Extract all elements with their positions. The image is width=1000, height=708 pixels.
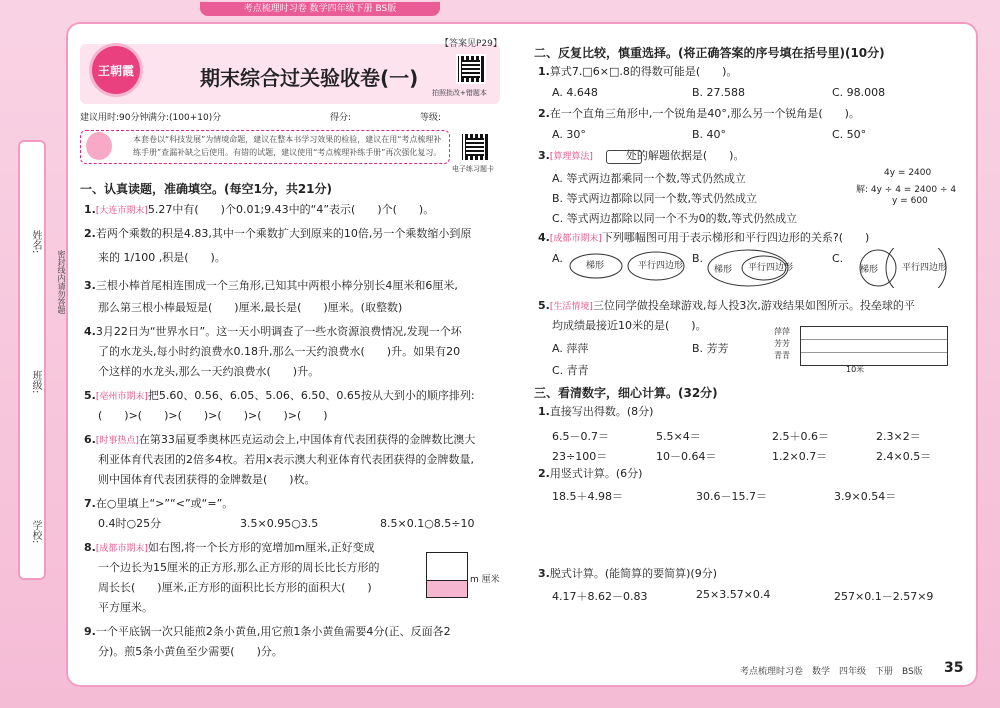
throw-name: 萍萍 (774, 327, 790, 336)
option[interactable]: A. (552, 252, 563, 265)
qtext: 5.27中有( )个0.01;9.43中的“4”表示( )个( )。 (147, 203, 435, 216)
calc-item: 4.17＋8.62－0.83 (552, 590, 648, 603)
qtext: 3月22日为“世界水日”。这一天小明调查了一些水资源浪费情况,发现一个坏 (95, 325, 462, 338)
throw-name: 青青 (774, 351, 790, 360)
qtext: 把5.60、0.56、6.05、5.06、6.50、0.65按从大到小的顺序排列: (147, 389, 475, 402)
question-1-2 (84, 224, 471, 244)
question-2-5 (538, 296, 915, 317)
venn-label: 梯形 (860, 265, 879, 275)
class-label: 班级: (30, 370, 41, 394)
question-3-3 (538, 564, 717, 584)
question-2-4 (538, 228, 869, 249)
qnum: 1. (538, 405, 550, 418)
compare-b: 3.5×0.95○3.5 (240, 517, 319, 530)
qr2-caption: 电子练习题卡 (452, 165, 494, 173)
calc-item: 23÷100＝ (552, 450, 608, 463)
question-1-9-line2: 分)。煎5条小黄鱼至少需要( )分。 (98, 645, 283, 658)
calc-item: 1.2×0.7＝ (772, 450, 828, 463)
footer-text: 考点梳理时习卷 数学 四年级 下册 BS版 (740, 667, 923, 677)
rectangle-figure (426, 552, 468, 598)
qtext: 下列哪幅图可用于表示梯形和平行四边形的关系?( ) (601, 231, 870, 244)
calc-item: 25×3.57×0.4 (696, 588, 771, 601)
top-banner: 考点梳理时习卷 数学四年级下册 BS版 (200, 2, 440, 16)
qtag: [大连市期末] (95, 206, 148, 216)
calc-item: 5.5×4＝ (656, 430, 701, 443)
option[interactable]: B. 40° (692, 128, 727, 141)
venn-label: 平行四边形 (902, 263, 948, 273)
option[interactable]: C. (832, 252, 844, 265)
question-1-1 (84, 200, 434, 221)
calc-item: 2.3×2＝ (876, 430, 921, 443)
qtag: [成都市期末] (95, 544, 148, 554)
qnum: 2. (538, 107, 550, 120)
qnum: 8. (84, 541, 96, 554)
option[interactable]: B. 27.588 (692, 86, 746, 99)
qtext: 在○里填上“>”“<”或“=”。 (95, 497, 234, 510)
question-1-6 (84, 430, 475, 451)
option[interactable]: B. 芳芳 (692, 342, 729, 355)
qnum: 3. (538, 567, 550, 580)
throw-chart (800, 326, 948, 366)
venn-label: 梯形 (586, 261, 605, 271)
qtag: [亳州市期末] (95, 392, 148, 402)
mascot-icon (86, 132, 112, 160)
level-field: 等级: (420, 113, 442, 123)
qnum: 4. (538, 231, 550, 244)
qtag: [算理算法] (549, 152, 593, 162)
qnum: 2. (84, 227, 96, 240)
option[interactable]: C. 等式两边都除以同一个不为0的数,等式仍然成立 (552, 212, 798, 225)
school-label: 学校: (30, 520, 41, 544)
qtext: 算式7.□6×□.8的得数可能是( )。 (549, 65, 738, 78)
qtext: 一个平底锅一次只能煎2条小黄鱼,用它煎1条小黄鱼需要4分(正、反面各2 (95, 625, 451, 638)
answer-reference: 【答案见P29】 (440, 39, 502, 49)
qtext: 处的解题依据是( )。 (592, 149, 745, 162)
qtext: 如右图,将一个长方形的宽增加m厘米,正好变成 (147, 541, 375, 554)
qnum: 3. (538, 149, 550, 162)
throw-name: 芳芳 (774, 339, 790, 348)
page-number: 35 (944, 660, 964, 676)
option[interactable]: B. 等式两边都除以同一个数,等式仍然成立 (552, 192, 758, 205)
question-1-3-line2: 那么第三根小棒最短是( )厘米,最长是( )厘米。(取整数) (98, 301, 403, 314)
question-1-5-line2: ( )>( )>( )>( )>( )>( ) (98, 409, 328, 422)
venn-label: 梯形 (714, 265, 733, 275)
calc-item: 3.9×0.54＝ (834, 490, 897, 503)
score-field: 得分: (330, 113, 352, 123)
qnum: 5. (538, 299, 550, 312)
question-1-8-line3: 周长长( )厘米,正方形的面积比长方形的面积大( ) (98, 581, 372, 594)
section-2-title: 二、反复比较，慎重选择。(将正确答案的序号填在括号里)(10分) (534, 46, 885, 60)
page-title: 期末综合过关验收卷(一) (200, 66, 419, 90)
calc-item: 2.5＋0.6＝ (772, 430, 829, 443)
qnum: 9. (84, 625, 96, 638)
work-line-1: 4y = 2400 (884, 168, 932, 178)
calc-item: 18.5＋4.98＝ (552, 490, 623, 503)
question-1-6-line3: 则中国体育代表团获得的金牌数是( )枚。 (98, 473, 316, 486)
qtext: 在第33届夏季奥林匹克运动会上,中国体育代表团获得的金牌数比澳大 (138, 433, 476, 446)
qtext: 若两个乘数的积是4.83,其中一个乘数扩大到原来的10倍,另一个乘数缩小到原 (95, 227, 472, 240)
section-1-title: 一、认真读题，准确填空。(每空1分，共21分) (80, 182, 333, 196)
question-1-5 (84, 386, 475, 407)
option[interactable]: C. 98.008 (832, 86, 886, 99)
qtext: 在一个直角三角形中,一个锐角是40°,那么另一个锐角是( )。 (549, 107, 860, 120)
qtext: 脱式计算。(能简算的要简算)(9分) (549, 567, 718, 580)
qnum: 3. (84, 279, 96, 292)
qtag: [时事热点] (95, 436, 139, 446)
section-3-title: 三、看清数字，细心计算。(32分) (534, 386, 718, 400)
notice-box: 本套卷以“科技发展”为情境命题，建议在整本书学习效果的检验，建议在用“考点梳理补练手册”查漏补缺之后使用。有错的试题，建议使用“考点梳理补练手册”再次强化复习。 (80, 130, 450, 164)
name-label: 姓名: (30, 230, 41, 254)
qnum: 4. (84, 325, 96, 338)
qr-code-icon[interactable] (456, 54, 486, 84)
qnum: 5. (84, 389, 96, 402)
qtag: [成都市期末] (549, 234, 602, 244)
qnum: 1. (538, 65, 550, 78)
student-info-strip (18, 140, 46, 580)
option[interactable]: C. 50° (832, 128, 867, 141)
question-3-2 (538, 464, 642, 484)
qtag: [生活情境] (549, 302, 593, 312)
qnum: 1. (84, 203, 96, 216)
option[interactable]: A. 4.648 (552, 86, 598, 99)
throw-unit: 10米 (846, 365, 865, 374)
question-1-6-line2: 利亚体育代表团的2倍多4枚。若用x表示澳大利亚体育代表团获得的金牌数量, (98, 453, 475, 466)
question-2-2 (538, 104, 860, 124)
qnum: 2. (538, 467, 550, 480)
question-2-1 (538, 62, 737, 82)
option[interactable]: C. 青青 (552, 364, 589, 377)
calc-item: 6.5－0.7＝ (552, 430, 609, 443)
option[interactable]: B. (692, 252, 704, 265)
calc-item: 30.6－15.7＝ (696, 490, 767, 503)
time-info: 建议用时:90分钟 (80, 113, 149, 123)
qr-caption: 拍照批改+错题本 (432, 89, 487, 97)
compare-c: 8.5×0.1○8.5÷10 (380, 517, 475, 530)
qtext: 用竖式计算。(6分) (549, 467, 643, 480)
question-1-4 (84, 322, 462, 342)
figure-label: m 厘米 (470, 575, 500, 585)
calc-item: 10－0.64＝ (656, 450, 717, 463)
work-line-3: y = 600 (892, 196, 928, 206)
venn-label: 平行四边形 (748, 263, 794, 273)
qtext: 直接写出得数。(8分) (549, 405, 654, 418)
highlight-box (606, 150, 642, 164)
qr-code-2-icon[interactable] (460, 132, 490, 162)
score-info: 满分:(100+10)分 (148, 113, 222, 123)
shaded-region (427, 580, 467, 597)
option[interactable]: A. 等式两边都乘同一个数,等式仍然成立 (552, 172, 746, 185)
question-3-1 (538, 402, 653, 422)
question-1-8-line2: 一个边长为15厘米的正方形,那么正方形的周长比长方形的 (98, 561, 380, 574)
question-1-7 (84, 494, 233, 514)
calc-item: 2.4×0.5＝ (876, 450, 932, 463)
question-2-5-line2: 均成绩最接近10米的是( )。 (552, 319, 707, 332)
brand-logo: 王朝霞 (92, 46, 140, 94)
work-line-2: 解: 4y ÷ 4 = 2400 ÷ 4 (856, 185, 957, 195)
option[interactable]: A. 萍萍 (552, 342, 589, 355)
option[interactable]: A. 30° (552, 128, 586, 141)
question-1-4-line2: 了的水龙头,每小时约浪费水0.18升,那么一天约浪费水( )升。如果有20 (98, 345, 461, 358)
seal-line-note: 密封线内请勿答题 (57, 250, 66, 314)
qnum: 7. (84, 497, 96, 510)
qtext: 三根小棒首尾相连围成一个三角形,已知其中两根小棒分别长4厘米和6厘米, (95, 279, 458, 292)
question-1-8-line4: 平方厘米。 (98, 601, 153, 614)
compare-a: 0.4时○25分 (98, 517, 162, 530)
qtext: 三位同学做投垒球游戏,每人投3次,游戏结果如图所示。投垒球的平 (592, 299, 915, 312)
question-1-4-line3: 个这样的水龙头,那么一天约浪费水( )升。 (98, 365, 320, 378)
qnum: 6. (84, 433, 96, 446)
question-1-3 (84, 276, 458, 296)
calc-item: 257×0.1－2.57×9 (834, 590, 934, 603)
question-1-2-line2: 来的 1/100 ,积是( )。 (98, 251, 226, 264)
question-1-8 (84, 538, 375, 559)
question-1-9 (84, 622, 451, 642)
venn-label: 平行四边形 (638, 261, 684, 271)
